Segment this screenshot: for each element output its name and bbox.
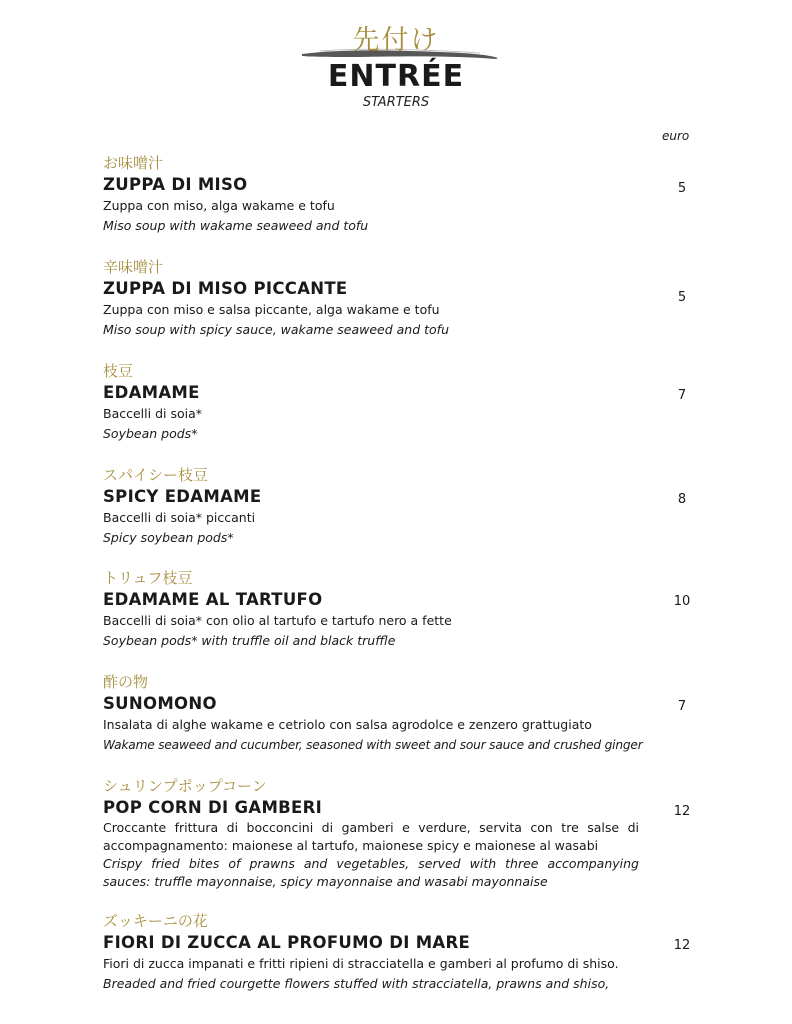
item-japanese-name: ズッキーニの花 bbox=[103, 912, 208, 930]
menu-header bbox=[0, 22, 792, 112]
menu-item bbox=[103, 465, 703, 548]
item-description-english: Spicy soybean pods* bbox=[103, 530, 234, 545]
item-japanese-name: お味噌汁 bbox=[103, 154, 164, 172]
item-price: 7 bbox=[677, 699, 687, 714]
item-description-english: Miso soup with spicy sauce, wakame seaweed and tofu bbox=[103, 322, 450, 337]
item-name: FIORI DI ZUCCA AL PROFUMO DI MARE bbox=[103, 933, 471, 952]
item-japanese-name: 酢の物 bbox=[103, 673, 149, 691]
japanese-section-title: 先付け bbox=[352, 25, 440, 56]
item-name: SPICY EDAMAME bbox=[103, 487, 262, 506]
section-subtitle: STARTERS bbox=[362, 95, 430, 110]
item-price: 10 bbox=[673, 594, 691, 609]
item-japanese-name: 枝豆 bbox=[103, 362, 134, 380]
item-description-italian: Baccelli di soia* con olio al tartufo e tartufo nero a fette bbox=[103, 613, 452, 628]
menu-item bbox=[103, 361, 703, 444]
item-description-english: Breaded and fried courgette flowers stuffed with stracciatella, prawns and shiso, bbox=[103, 976, 610, 991]
item-description-italian: Croccante frittura di bocconcini di gamberi e verdure, servita con tre salse di accompagnamento: maionese al tartufo, maionese spicy e maionese al wasabi bbox=[103, 820, 639, 853]
item-name: SUNOMONO bbox=[103, 694, 217, 713]
item-japanese-name: 辛味噌汁 bbox=[103, 258, 164, 276]
item-price: 5 bbox=[677, 181, 687, 196]
item-price: 12 bbox=[673, 804, 691, 819]
menu-item bbox=[103, 911, 703, 994]
item-description-english: Wakame seaweed and cucumber, seasoned with sweet and sour sauce and crushed ginger bbox=[103, 738, 643, 752]
menu-item bbox=[103, 672, 703, 755]
item-description-english: Crispy fried bites of prawns and vegetables, served with three accompanying sauces: truffle mayonnaise, spicy mayonnaise and wasabi mayonnaise bbox=[103, 856, 639, 889]
menu-item bbox=[103, 153, 703, 236]
item-description-italian: Baccelli di soia* piccanti bbox=[103, 510, 256, 525]
item-description-english: Soybean pods* with truffle oil and black truffle bbox=[103, 633, 396, 648]
item-name: ZUPPA DI MISO PICCANTE bbox=[103, 279, 348, 298]
item-japanese-name: シュリンプポップコーン bbox=[103, 777, 267, 795]
item-price: 5 bbox=[677, 290, 687, 305]
currency-label: euro bbox=[662, 129, 690, 143]
item-price: 8 bbox=[677, 492, 687, 507]
item-name: EDAMAME bbox=[103, 383, 200, 402]
item-japanese-name: スパイシー枝豆 bbox=[103, 466, 209, 484]
item-japanese-name: トリュフ枝豆 bbox=[103, 569, 193, 587]
item-description-english: Miso soup with wakame seaweed and tofu bbox=[103, 218, 369, 233]
item-name: ZUPPA DI MISO bbox=[103, 175, 248, 194]
item-description-italian: Baccelli di soia* bbox=[103, 406, 202, 421]
menu-item bbox=[103, 568, 703, 651]
item-description-italian: Fiori di zucca impanati e fritti ripieni di stracciatella e gamberi al profumo di shiso. bbox=[103, 956, 619, 971]
item-description-italian: Insalata di alghe wakame e cetriolo con salsa agrodolce e zenzero grattugiato bbox=[103, 717, 592, 732]
menu-item bbox=[103, 257, 703, 340]
section-title: ENTRÉE bbox=[327, 59, 465, 94]
item-name: POP CORN DI GAMBERI bbox=[103, 798, 323, 817]
menu-item bbox=[103, 776, 703, 891]
item-description-italian: Zuppa con miso e salsa piccante, alga wakame e tofu bbox=[103, 302, 440, 317]
item-price: 12 bbox=[673, 938, 691, 953]
item-description-italian: Zuppa con miso, alga wakame e tofu bbox=[103, 198, 335, 213]
item-name: EDAMAME AL TARTUFO bbox=[103, 590, 323, 609]
item-price: 7 bbox=[677, 388, 687, 403]
item-description-english: Soybean pods* bbox=[103, 426, 198, 441]
